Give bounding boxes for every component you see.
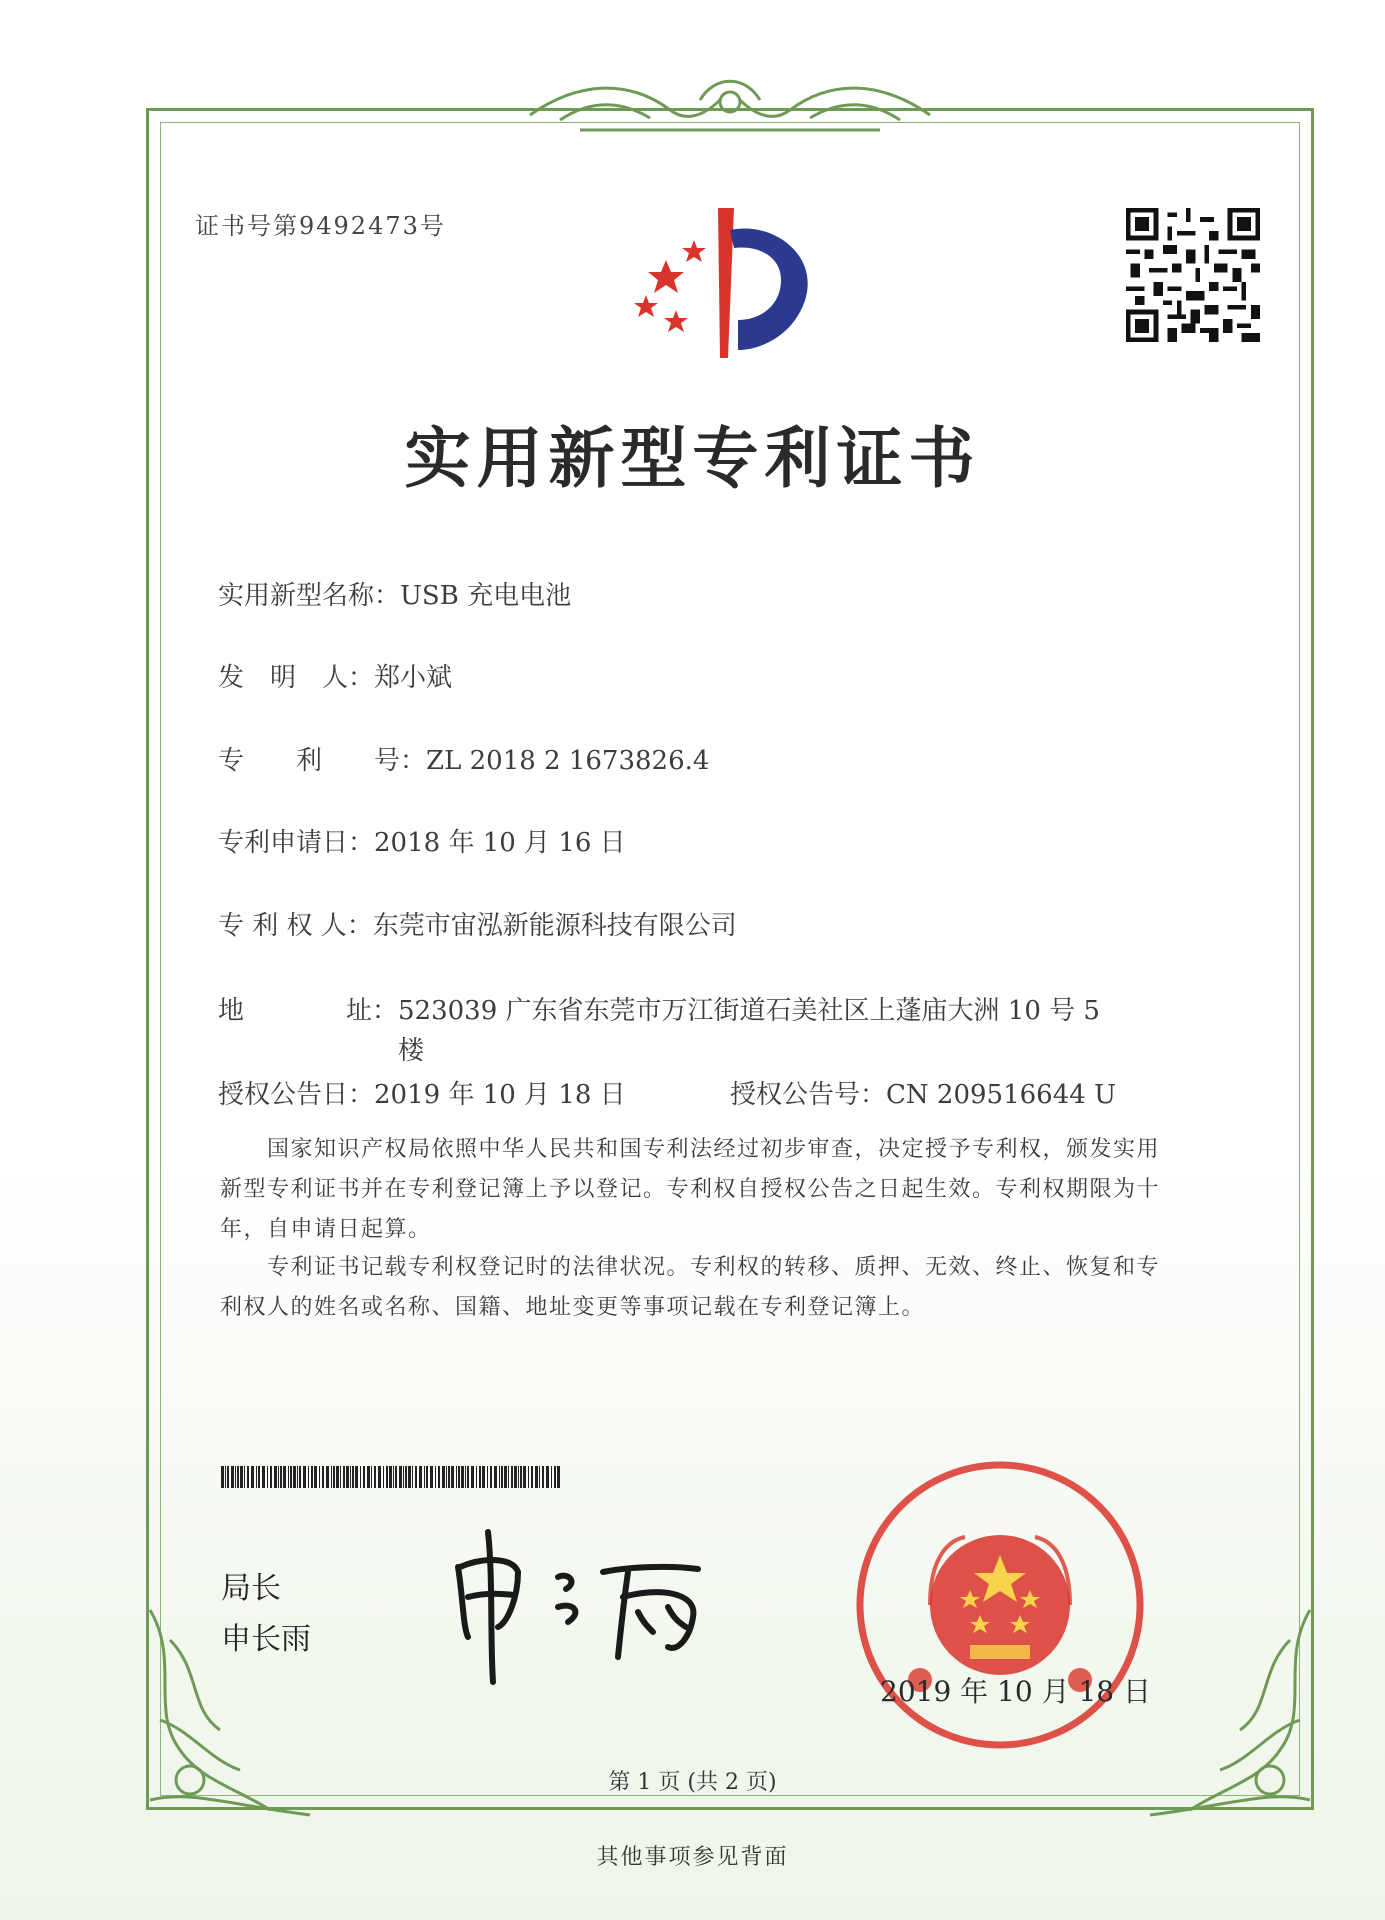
seal-date: 2019 年 10 月 18 日 <box>880 1675 1152 1708</box>
director-signature <box>438 1527 738 1687</box>
utility-model-name-label: 实用新型名称： <box>218 581 401 611</box>
filing-date-value: 2018 年 10 月 16 日 <box>374 828 626 858</box>
certificate-title: 实用新型专利证书 <box>404 419 981 497</box>
inventor-row <box>218 657 452 694</box>
footer-note: 其他事项参见背面 <box>596 1845 789 1870</box>
address-value-line2: 楼 <box>398 1036 425 1066</box>
paragraph-2-line-1: 专利证书记载专利权登记时的法律状况。专利权的转移、质押、无效、终止、恢复和专 <box>220 1255 1161 1280</box>
utility-model-name-value: USB 充电电池 <box>400 581 572 611</box>
filing-date-row <box>218 822 626 859</box>
barcode <box>221 1466 561 1488</box>
grant-date-value: 2019 年 10 月 18 日 <box>374 1080 626 1110</box>
grant-date-label: 授权公告日： <box>218 1080 375 1110</box>
patent-number-label: 专 利 号： <box>218 746 427 776</box>
paragraph-1-line-3: 年，自申请日起算。 <box>220 1217 432 1242</box>
page-number: 第 1 页 (共 2 页) <box>608 1770 777 1795</box>
qr-code <box>1126 208 1260 342</box>
paragraph-2 <box>220 1248 1240 1328</box>
paragraph-2-line-2: 利权人的姓名或名称、国籍、地址变更等事项记载在专利登记簿上。 <box>220 1295 926 1320</box>
address-label-left: 地 <box>218 996 245 1026</box>
certificate-number: 证书号第9492473号 <box>195 212 446 240</box>
grant-number-label: 授权公告号： <box>730 1080 887 1110</box>
patentee-value: 东莞市宙泓新能源科技有限公司 <box>372 911 737 941</box>
utility-model-name-row <box>218 575 571 612</box>
paragraph-1-line-2: 新型专利证书并在专利登记簿上予以登记。专利权自授权公告之日起生效。专利权期限为十 <box>220 1177 1161 1202</box>
patent-number-row <box>218 740 709 777</box>
filing-date-label: 专利申请日： <box>218 828 375 858</box>
paragraph-1-line-1: 国家知识产权局依照中华人民共和国专利法经过初步审查，决定授予专利权，颁发实用 <box>220 1137 1161 1162</box>
director-name: 申长雨 <box>221 1622 311 1657</box>
patent-number-value: ZL 2018 2 1673826.4 <box>426 746 710 776</box>
address-label-right: 址： <box>346 996 399 1026</box>
inventor-label: 发 明 人： <box>218 663 375 693</box>
grant-number-row <box>730 1074 1116 1111</box>
address-value-line1: 523039 广东省东莞市万江街道石美社区上蓬庙大洲 10 号 5 <box>398 996 1100 1026</box>
official-seal <box>850 1455 1150 1755</box>
top-ornament <box>520 70 940 140</box>
inventor-value: 郑小斌 <box>374 663 453 693</box>
patentee-row <box>218 905 737 942</box>
grant-number-value: CN 209516644 U <box>886 1080 1116 1110</box>
patentee-label: 专 利 权 人： <box>218 911 373 941</box>
paragraph-1 <box>220 1130 1240 1250</box>
director-title: 局长 <box>221 1571 281 1606</box>
patent-office-logo <box>626 200 846 370</box>
grant-date-row <box>218 1074 626 1111</box>
